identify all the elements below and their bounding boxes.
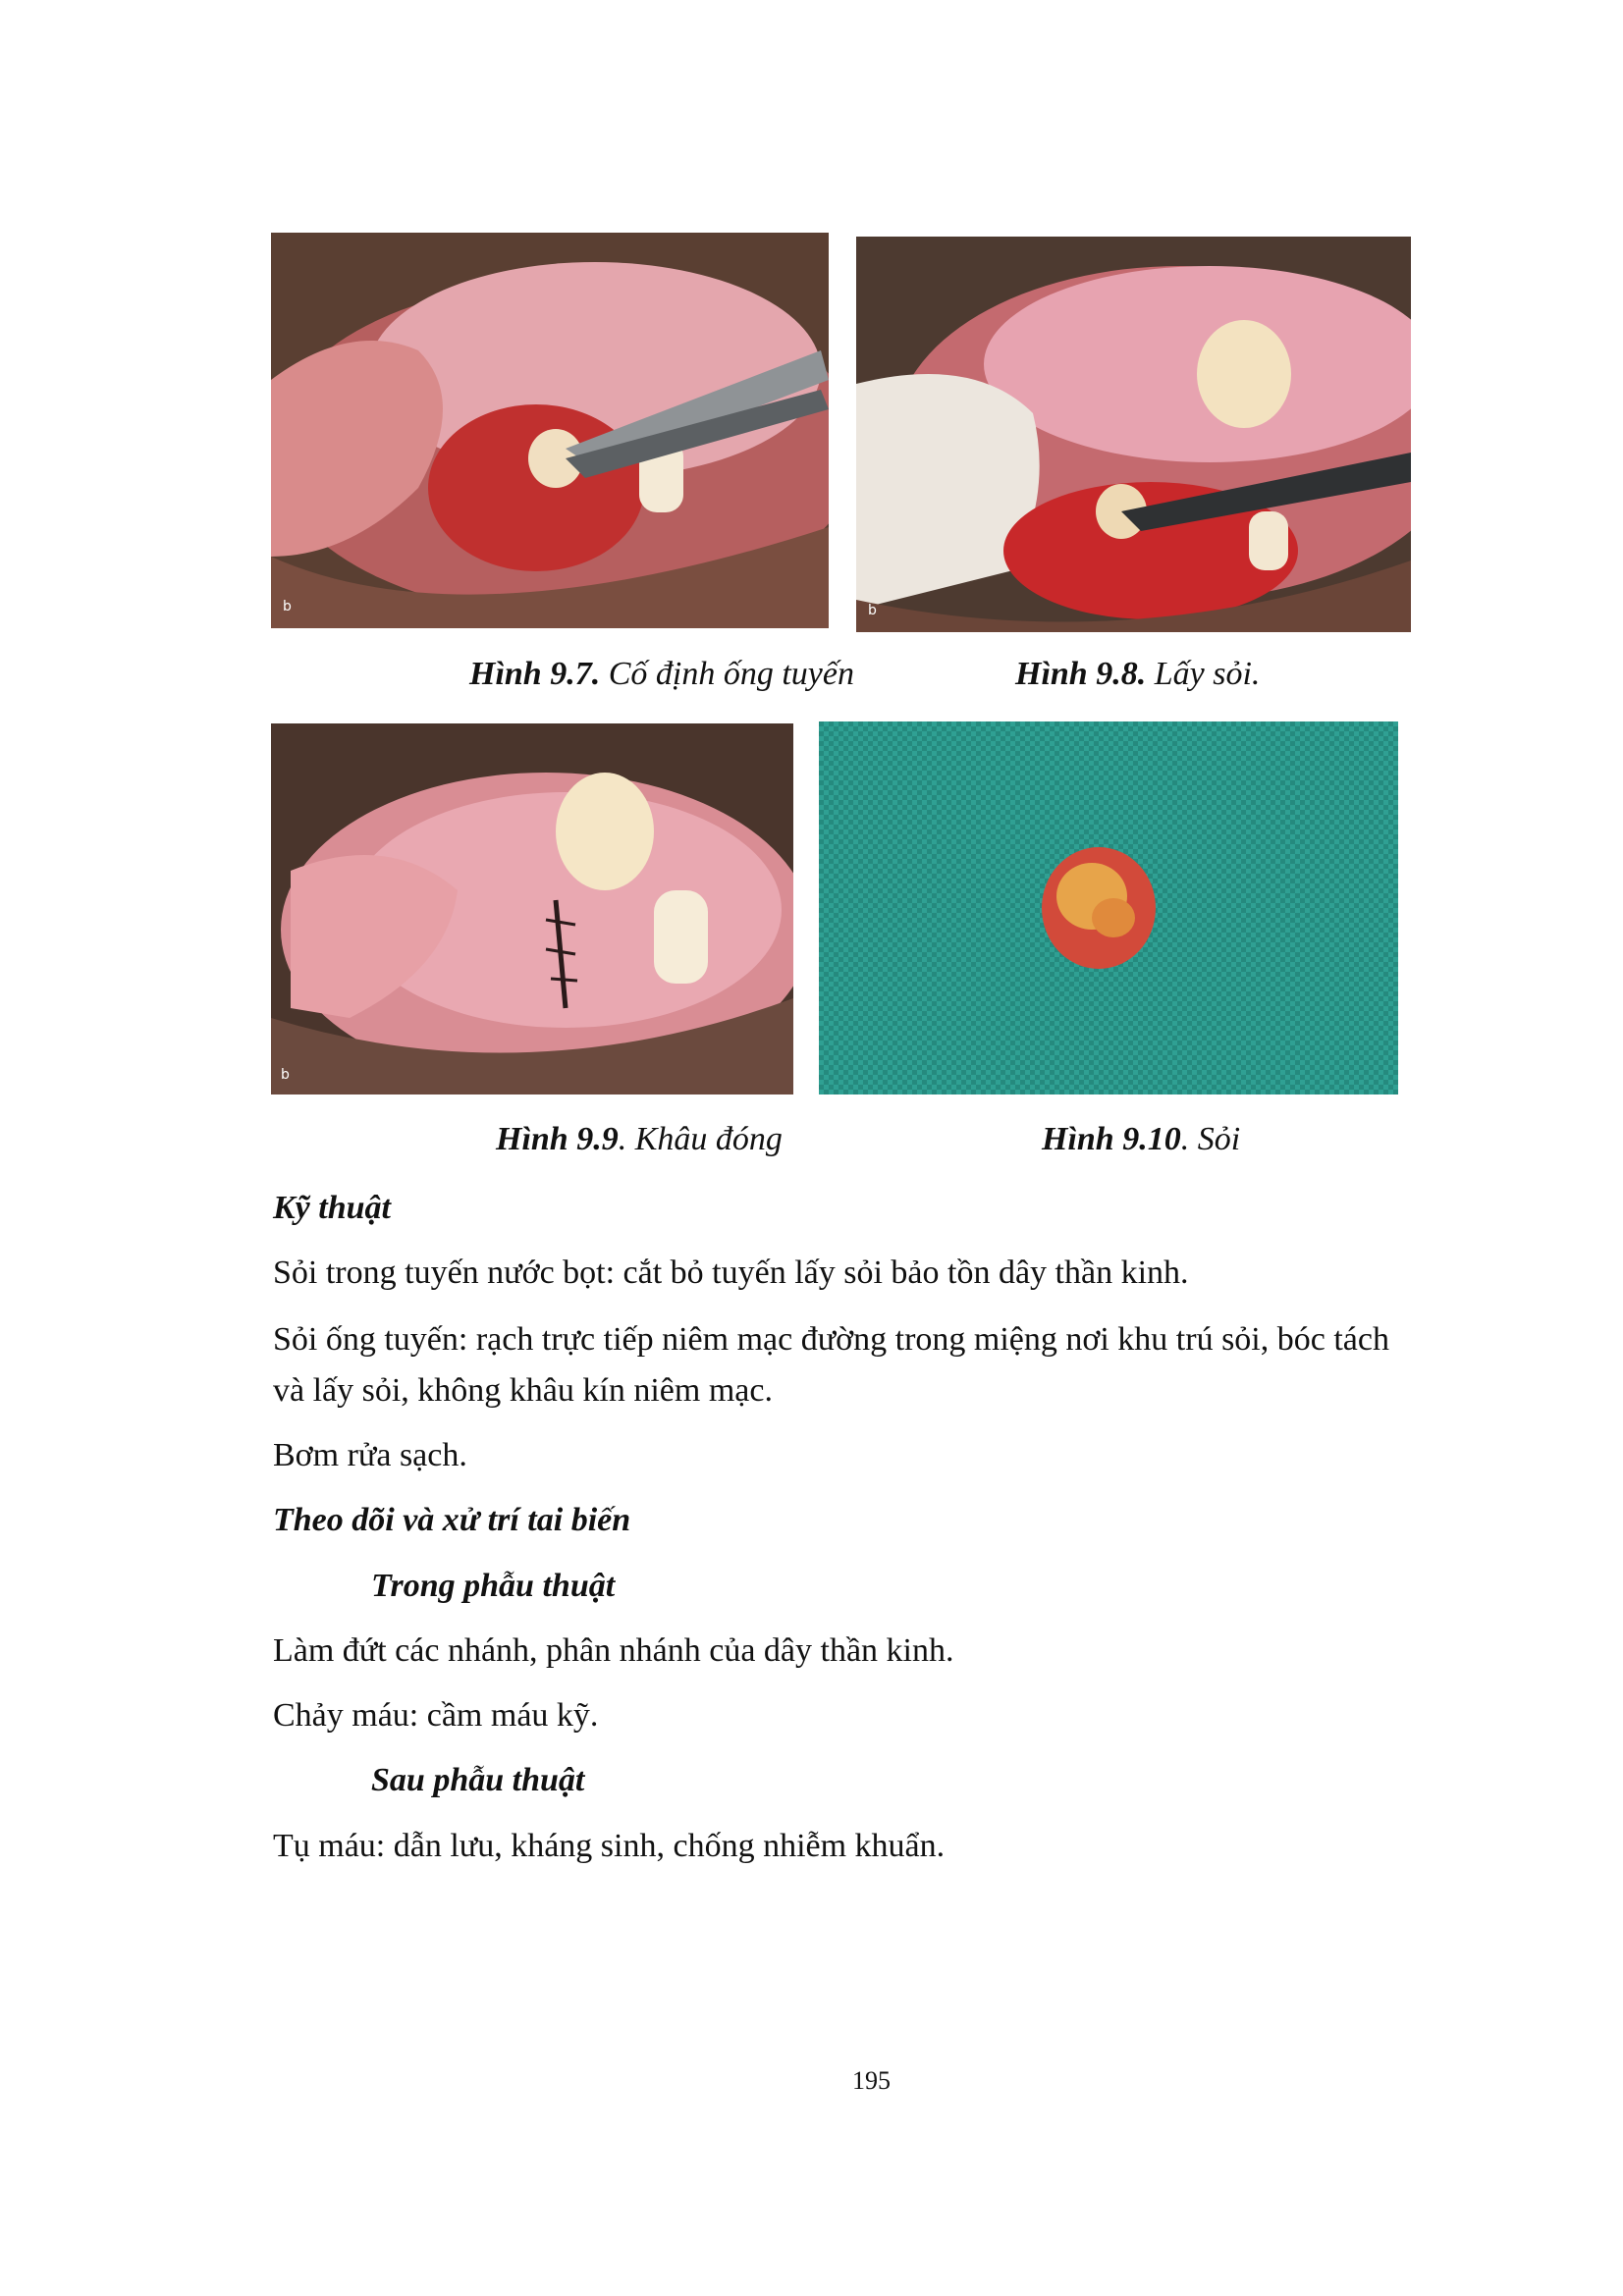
- paragraph-lam-dut: Làm đứt các nhánh, phân nhánh của dây thần kinh.: [273, 1632, 954, 1669]
- figure-9-7-photo: [271, 233, 829, 628]
- figure-9-7-label-sep: .: [591, 656, 601, 692]
- figure-9-9-corner-letter: b: [281, 1067, 290, 1083]
- figure-9-9-label-sep: .: [618, 1121, 627, 1157]
- paragraph-soi-trong-tuyen: Sỏi trong tuyến nước bọt: cắt bỏ tuyến lấy sỏi bảo tồn dây thần kinh.: [273, 1255, 1189, 1291]
- paragraph-bom-rua: Bơm rửa sạch.: [273, 1437, 467, 1473]
- figure-9-8-caption-text: Lấy sỏi.: [1146, 656, 1261, 692]
- figure-9-10-label-sep: .: [1180, 1121, 1190, 1157]
- paragraph-tu-mau: Tụ máu: dẫn lưu, kháng sinh, chống nhiễm khuẩn.: [273, 1828, 946, 1864]
- figure-9-9-photo: [271, 723, 793, 1095]
- figure-9-9-label: Hình 9.9: [496, 1121, 619, 1157]
- paragraph-soi-ong-tuyen-line2: và lấy sỏi, không khâu kín niêm mạc.: [273, 1372, 773, 1409]
- page-number: 195: [852, 2066, 891, 2095]
- figure-9-10-label: Hình 9.10: [1042, 1121, 1181, 1157]
- figure-9-9-caption-text: Khâu đóng: [626, 1121, 783, 1157]
- paragraph-soi-ong-tuyen-line1: Sỏi ống tuyến: rạch trực tiếp niêm mạc đường trong miệng nơi khu trú sỏi, bóc tách: [273, 1321, 1389, 1358]
- figure-9-10-photo: [819, 721, 1398, 1095]
- figure-9-10-caption-text: Sỏi: [1189, 1121, 1241, 1157]
- figure-9-7-caption: [469, 656, 854, 693]
- figure-9-7-corner-letter: b: [283, 599, 292, 614]
- subheading-trong-phau-thuat: Trong phẫu thuật: [371, 1568, 616, 1604]
- figure-9-8-label-sep: .: [1137, 656, 1147, 692]
- heading-ky-thuat: Kỹ thuật: [273, 1190, 391, 1226]
- figure-9-10-caption: [1042, 1121, 1240, 1158]
- heading-theo-doi: Theo dõi và xử trí tai biến: [273, 1502, 631, 1538]
- figure-9-8-corner-letter: b: [868, 603, 877, 618]
- figure-9-8-photo: [856, 237, 1411, 632]
- figure-9-9-caption: [496, 1121, 783, 1158]
- figure-9-8-label: Hình 9.8: [1015, 656, 1138, 692]
- paragraph-chay-mau: Chảy máu: cầm máu kỹ.: [273, 1697, 599, 1734]
- figure-9-7-caption-text: Cố định ống tuyến: [600, 656, 854, 692]
- subheading-sau-phau-thuat: Sau phẫu thuật: [371, 1762, 585, 1798]
- figure-9-8-caption: [1015, 656, 1260, 693]
- figure-9-7-label: Hình 9.7: [469, 656, 592, 692]
